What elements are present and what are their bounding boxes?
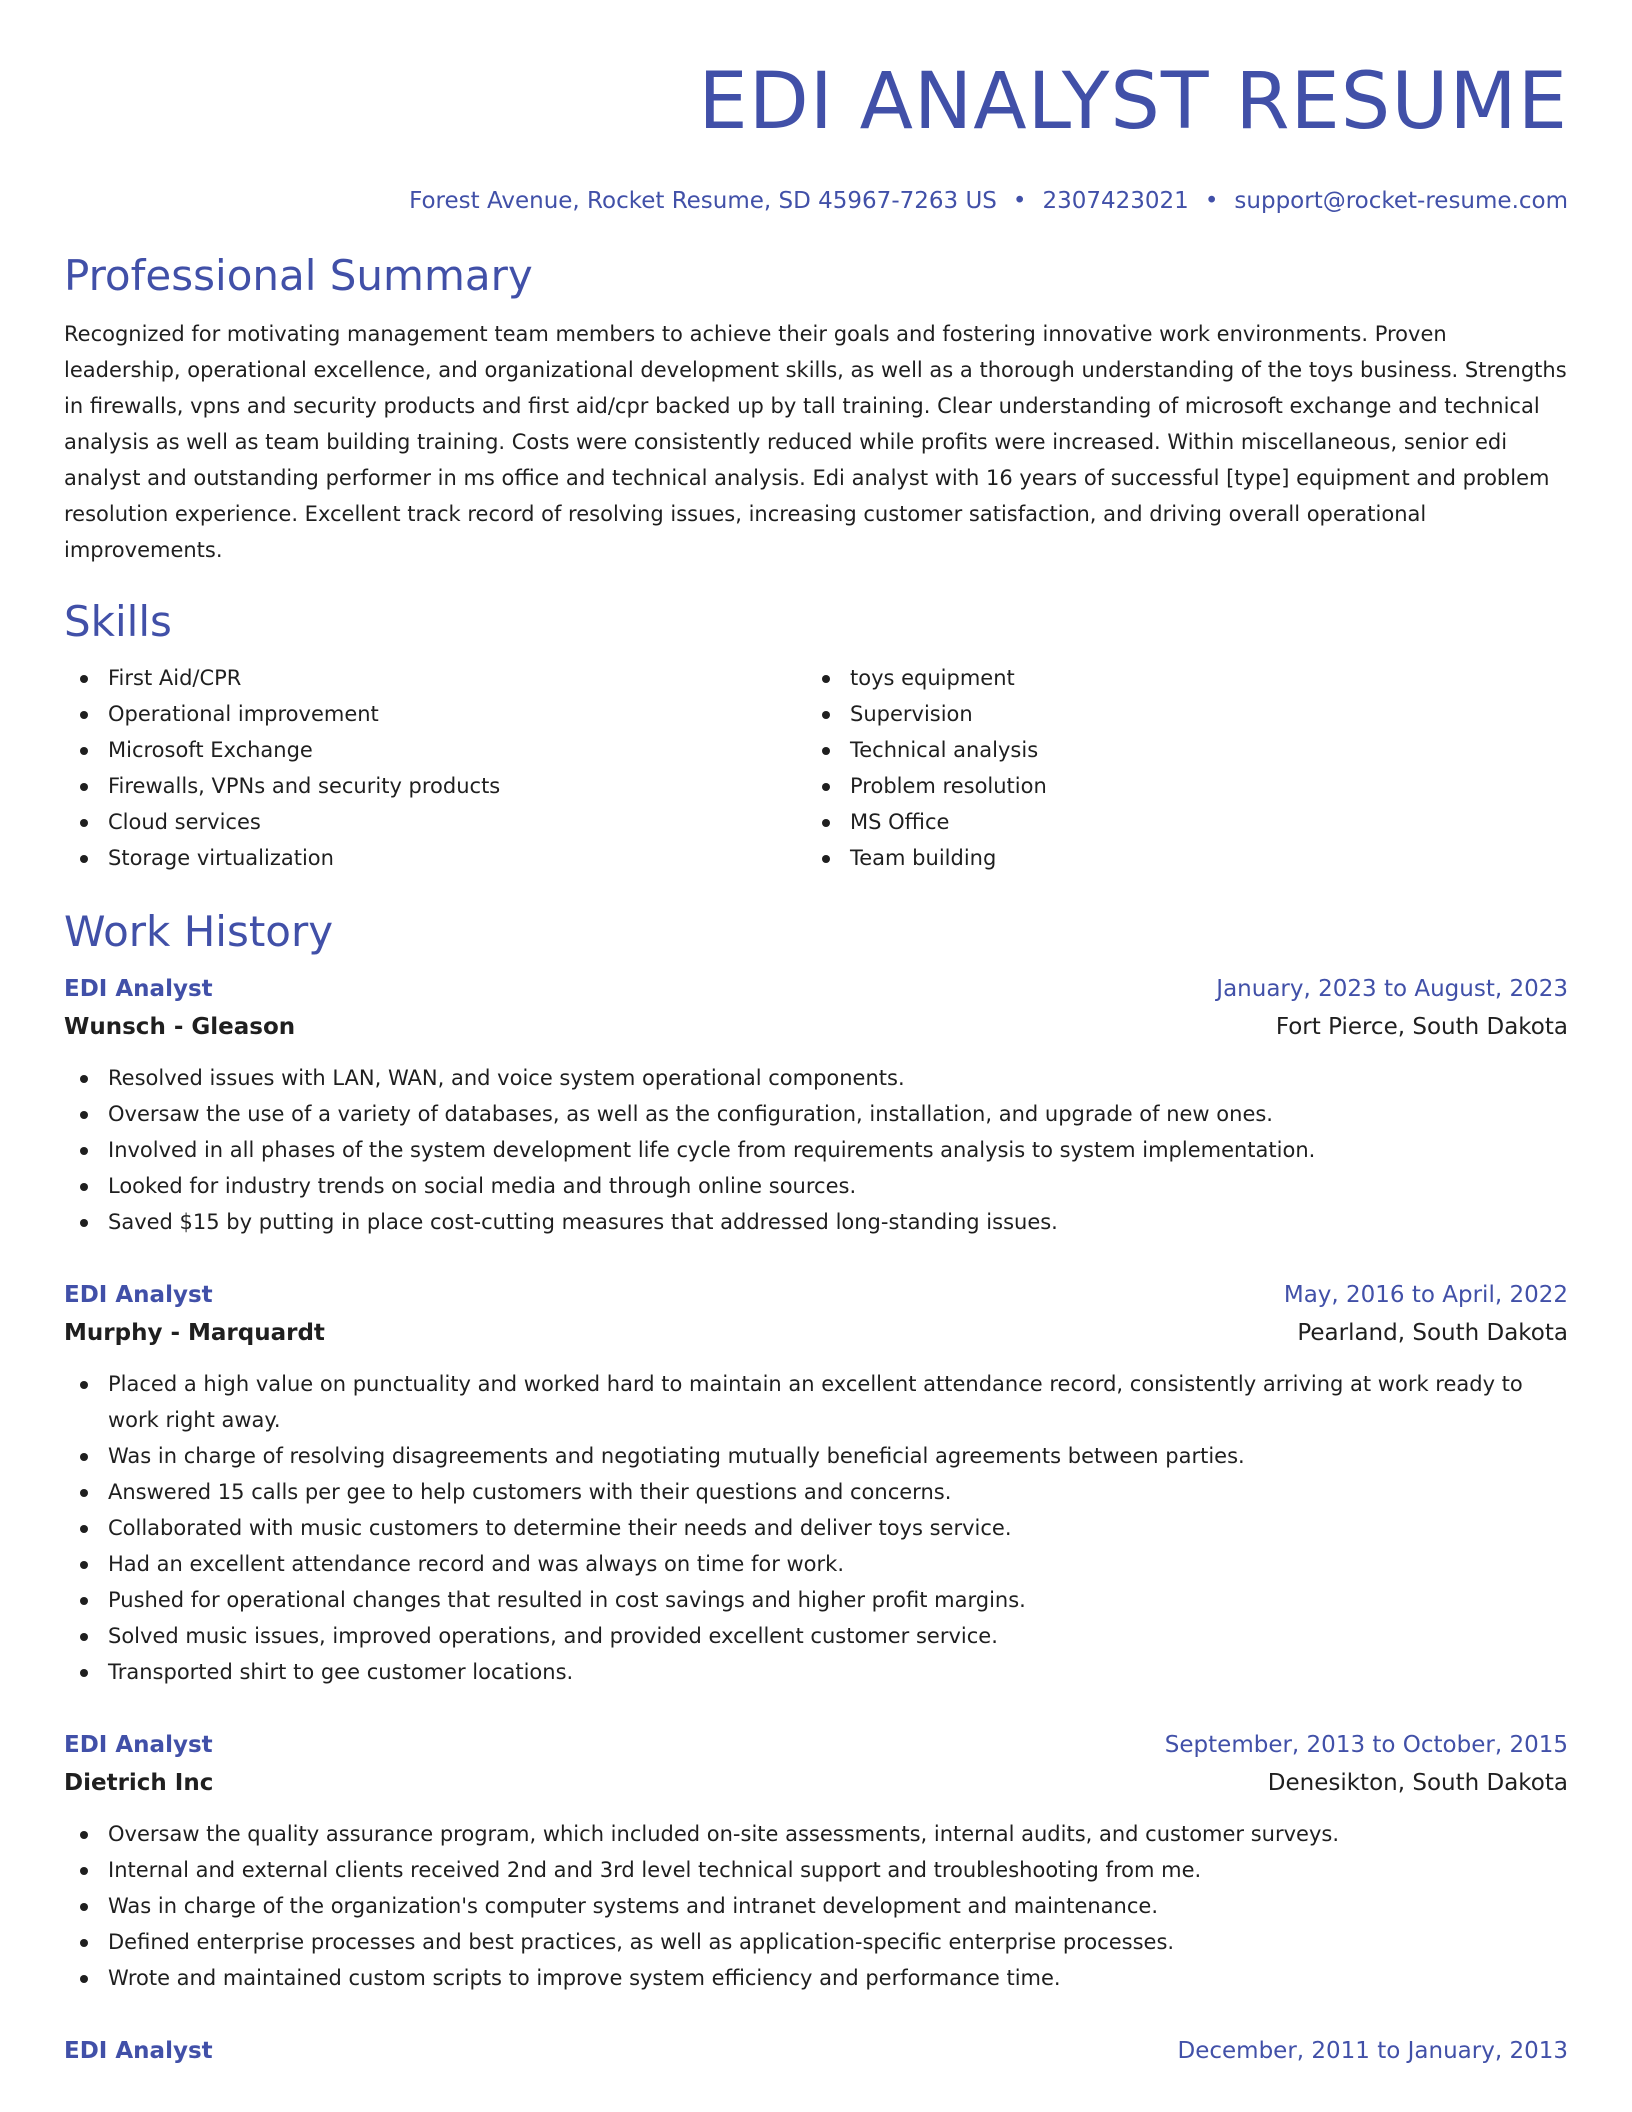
skill-item: Team building [850,840,1548,876]
job-dates: May, 2016 to April, 2022 [1283,1282,1568,1308]
job-bullet: Collaborated with music customers to determine their needs and deliver toys service. [64,1510,1568,1546]
job-title: EDI Analyst [64,1282,213,1308]
skill-item: Storage virtualization [108,840,806,876]
skill-item: toys equipment [850,660,1548,696]
job-title: EDI Analyst [64,1732,213,1758]
job-bullet: Resolved issues with LAN, WAN, and voice system operational components. [64,1060,1568,1096]
contact-separator: • [1204,188,1219,214]
summary-section [64,250,1568,568]
job-entry [64,972,1568,1240]
job-company-row [64,1316,1568,1350]
job-bullet: Wrote and maintained custom scripts to improve system efficiency and performance time. [64,1960,1568,1996]
skills-column-left [64,660,806,876]
summary-text: Recognized for motivating management team members to achieve their goals and fostering innovative work environments. Proven leadership, operational excellence, and organizational development skills, as well as a thorough understanding of the toys business. Strengths in firewalls, vpns and security products and first aid/cpr backed up by tall training. Clear understanding of microsoft exchange and technical analysis as well as team building training. Costs were consistently reduced while profits were increased. Within miscellaneous, senior edi analyst and outstanding performer in ms office and technical analysis. Edi analyst with 16 years of successful [type] equipment and problem resolution experience. Excellent track record of resolving issues, increasing customer satisfaction, and driving overall operational improvements. [64,322,1567,562]
job-dates: January, 2023 to August, 2023 [1216,976,1568,1002]
job-company-row [64,1766,1568,1800]
job-entry [64,1278,1568,1690]
skill-item: Problem resolution [850,768,1548,804]
job-bullet: Had an excellent attendance record and was always on time for work. [64,1546,1568,1582]
job-company-row [64,1010,1568,1044]
contact-line [64,186,1568,216]
work-history-section [64,906,1568,2068]
job-bullet-list [64,1060,1568,1240]
job-header-row [64,972,1568,1006]
job-bullet: Placed a high value on punctuality and worked hard to maintain an excellent attendance record, consistently arriving at work ready to work right away. [64,1366,1568,1438]
contact-phone: 2307423021 [1042,188,1189,214]
job-bullet: Internal and external clients received 2nd and 3rd level technical support and troubleshooting from me. [64,1852,1568,1888]
skills-grid [64,660,1568,876]
resume-title: EDI ANALYST RESUME [698,57,1568,147]
job-bullet: Oversaw the use of a variety of databases, as well as the configuration, installation, and upgrade of new ones. [64,1096,1568,1132]
job-bullet: Pushed for operational changes that resulted in cost savings and higher profit margins. [64,1582,1568,1618]
job-entry [64,2034,1568,2068]
skill-item: Technical analysis [850,732,1548,768]
skill-item: Cloud services [108,804,806,840]
skills-heading: Skills [64,597,172,646]
job-bullet: Oversaw the quality assurance program, which included on-site assessments, internal audits, and customer surveys. [64,1816,1568,1852]
job-bullet: Was in charge of the organization's computer systems and intranet development and maintenance. [64,1888,1568,1924]
job-company: Wunsch - Gleason [64,1014,296,1040]
job-bullet: Was in charge of resolving disagreements and negotiating mutually beneficial agreements between parties. [64,1438,1568,1474]
job-bullet: Involved in all phases of the system development life cycle from requirements analysis to system implementation. [64,1132,1568,1168]
job-header-row [64,1728,1568,1762]
contact-separator: • [1012,188,1027,214]
skills-section [64,596,1568,876]
job-location: Fort Pierce, South Dakota [1275,1014,1568,1040]
skill-item: MS Office [850,804,1548,840]
job-company: Murphy - Marquardt [64,1320,325,1346]
work-history-heading: Work History [64,907,334,956]
skill-item: Microsoft Exchange [108,732,806,768]
skills-column-right [806,660,1548,876]
resume-header [64,56,1568,216]
job-location: Denesikton, South Dakota [1267,1770,1568,1796]
job-bullet-list [64,1816,1568,1996]
job-bullet: Defined enterprise processes and best practices, as well as application-specific enterprise processes. [64,1924,1568,1960]
job-company: Dietrich Inc [64,1770,214,1796]
skill-item: First Aid/CPR [108,660,806,696]
job-list [64,972,1568,2068]
summary-heading: Professional Summary [64,251,533,300]
job-header-row [64,1278,1568,1312]
skill-item: Firewalls, VPNs and security products [108,768,806,804]
contact-address: Forest Avenue, Rocket Resume, SD 45967-7263 US [409,188,997,214]
job-header-row [64,2034,1568,2068]
contact-email: support@rocket-resume.com [1234,188,1568,214]
job-bullet: Solved music issues, improved operations, and provided excellent customer service. [64,1618,1568,1654]
job-bullet-list [64,1366,1568,1690]
job-bullet: Transported shirt to gee customer locations. [64,1654,1568,1690]
skill-item: Supervision [850,696,1548,732]
job-bullet: Answered 15 calls per gee to help customers with their questions and concerns. [64,1474,1568,1510]
job-bullet: Looked for industry trends on social media and through online sources. [64,1168,1568,1204]
job-title: EDI Analyst [64,2038,213,2064]
job-dates: September, 2013 to October, 2015 [1164,1732,1568,1758]
job-entry [64,1728,1568,1996]
job-dates: December, 2011 to January, 2013 [1177,2038,1568,2064]
job-title: EDI Analyst [64,976,213,1002]
skill-item: Operational improvement [108,696,806,732]
job-bullet: Saved $15 by putting in place cost-cutting measures that addressed long-standing issues. [64,1204,1568,1240]
job-location: Pearland, South Dakota [1297,1320,1568,1346]
